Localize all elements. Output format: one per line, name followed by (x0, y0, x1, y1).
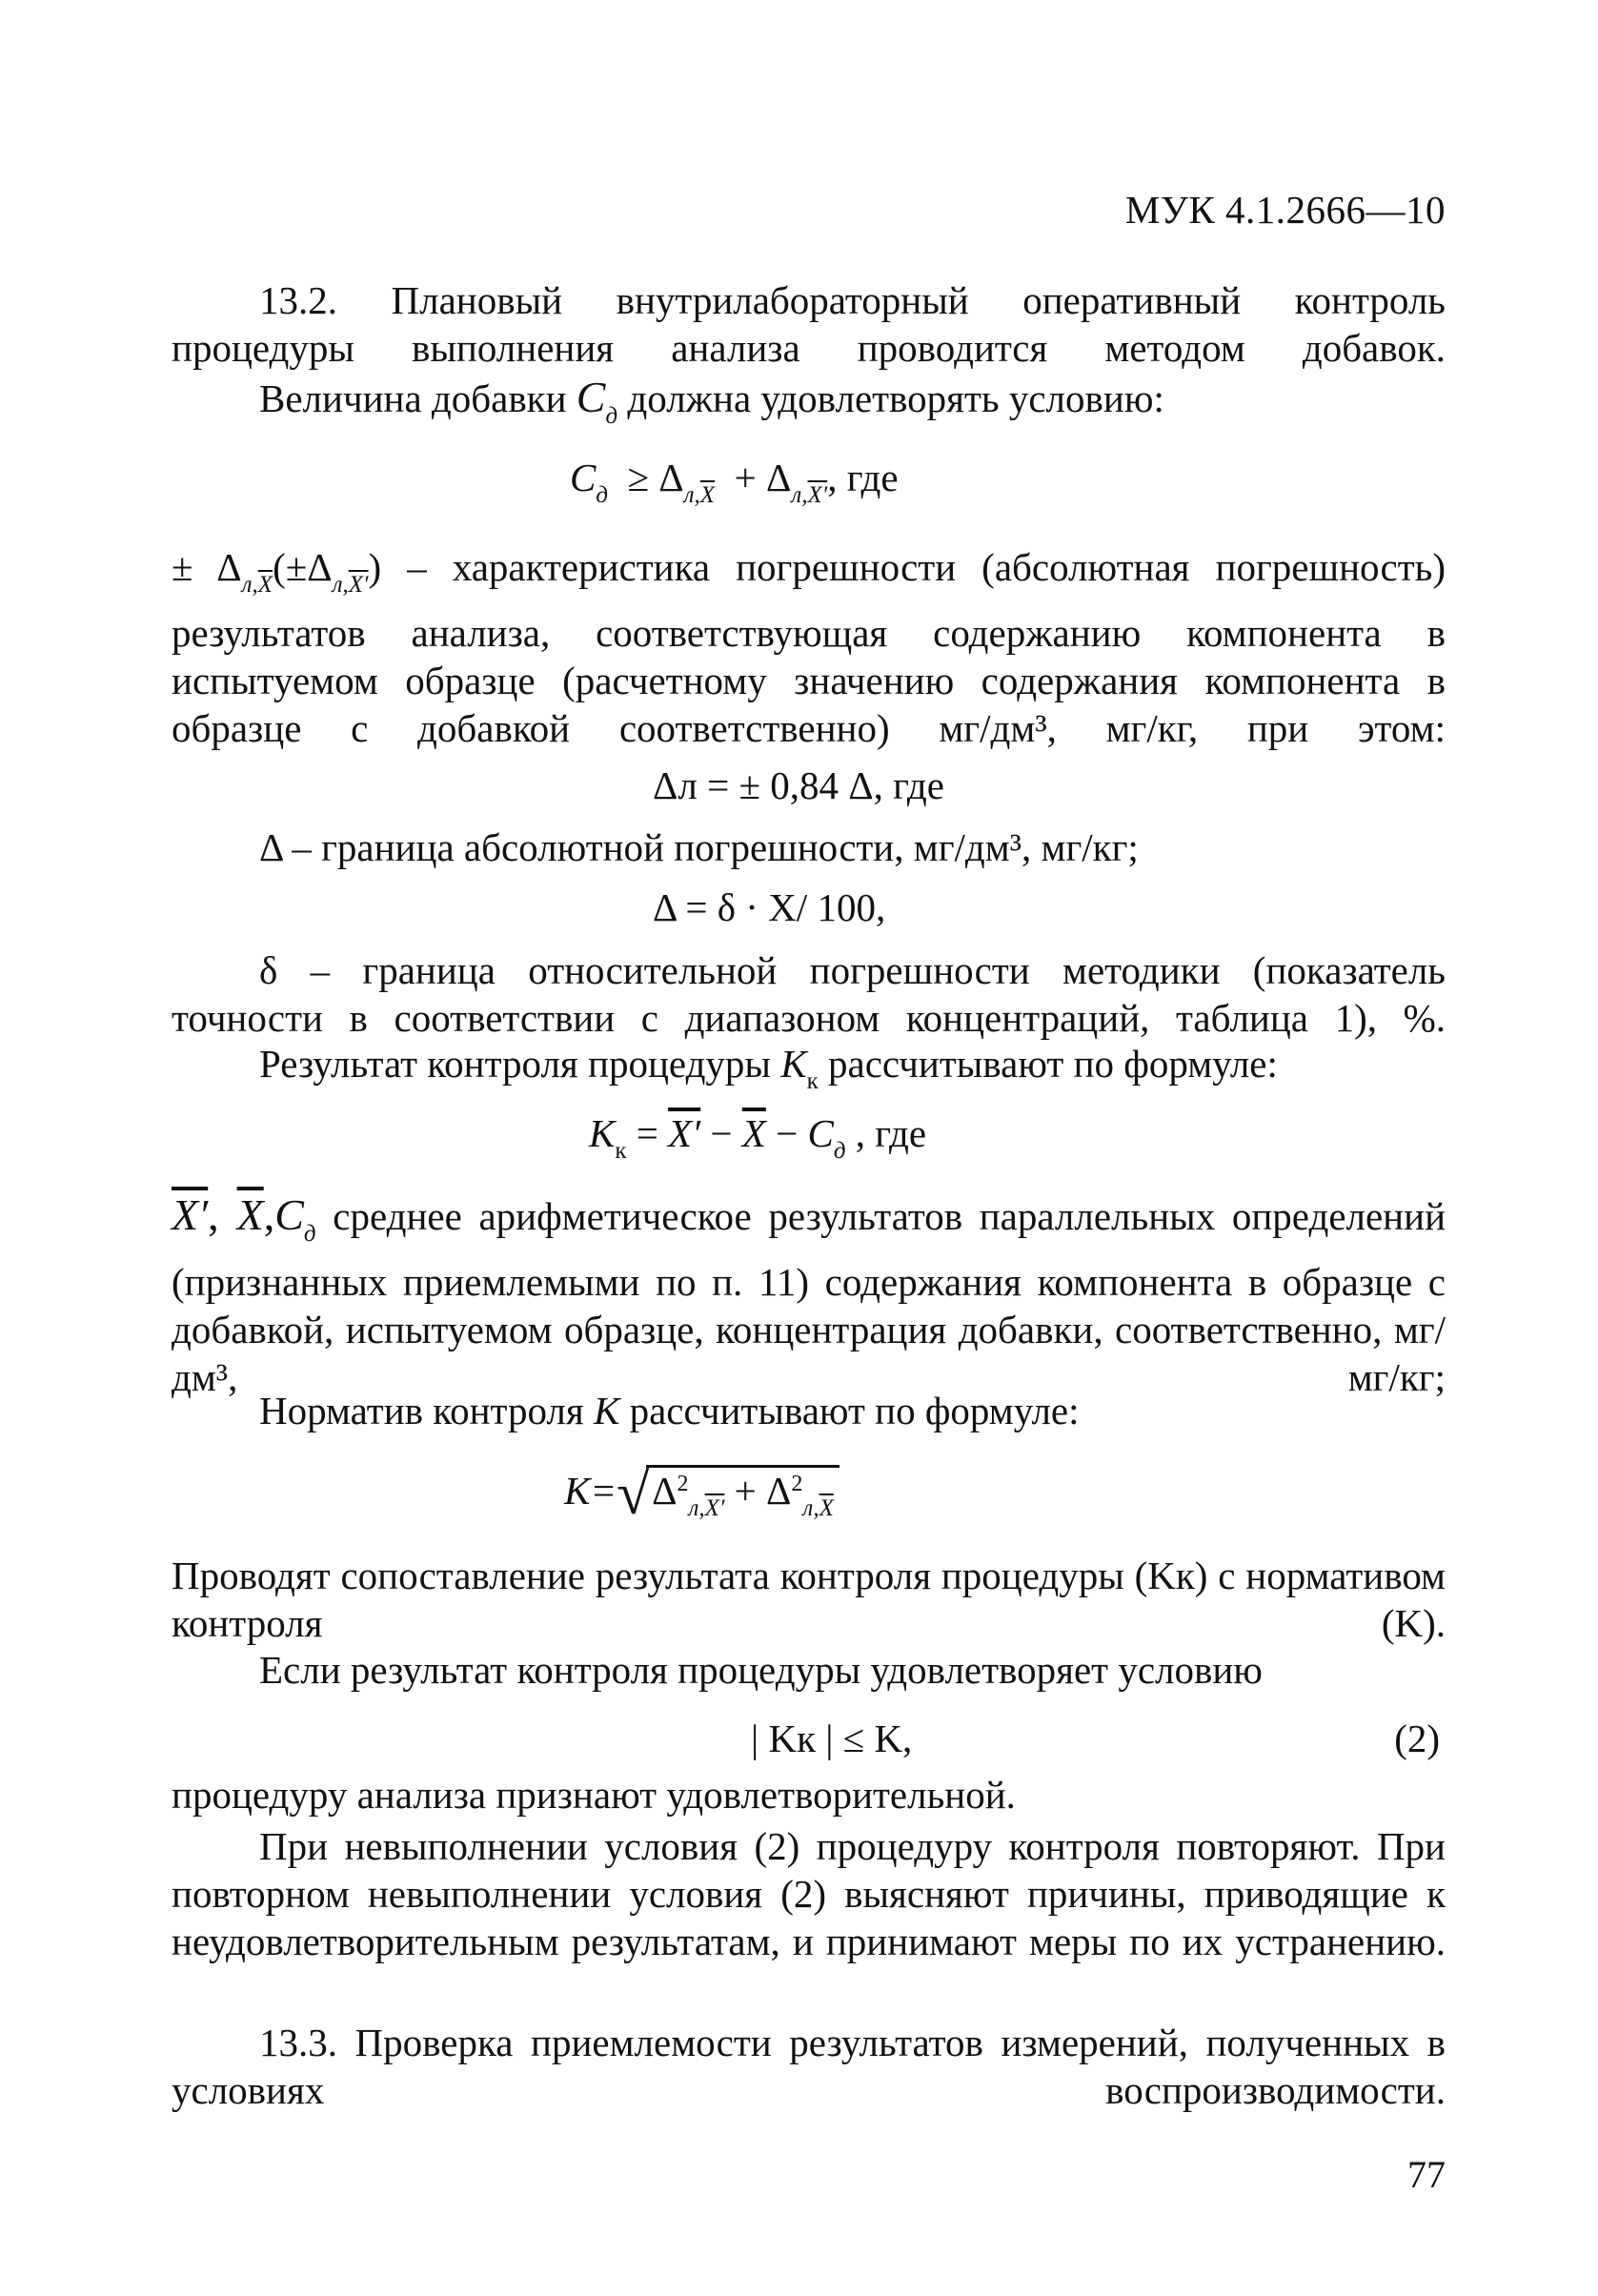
symbol-c: C (576, 373, 606, 421)
equation-where: , где (827, 456, 899, 499)
equation-where: , где (855, 1111, 927, 1155)
paragraph-13-3: 13.3. Проверка приемлемости результатов измерений, полученных в условиях воспроизводимости. (172, 2021, 1446, 2112)
symbol-k: K (780, 1042, 807, 1086)
paragraph-delta-definition: Δ – граница абсолютной погрешности, мг/дм³, мг/кг; (259, 825, 1139, 869)
equation-inline-means: X′, $\overline{X},C_д$ (172, 1190, 316, 1247)
paragraph-mean-definition (172, 1191, 1446, 1401)
symbol-subscript: к (806, 1068, 819, 1094)
paragraph-comparison: Проводят сопоставление результата контроля процедуры (Kк) с нормативом контроля (K). (172, 1554, 1446, 1645)
equation-label: K= (564, 1469, 617, 1513)
paragraph-13-2: 13.2. Плановый внутрилабораторный оперативный контроль процедуры выполнения анализа проводится методом добавок. (172, 278, 1446, 370)
paragraph-relative-error: δ – граница относительной погрешности методики (показатель точности в соответствии с диапазоном концентраций, таблица 1), %. (172, 948, 1446, 1040)
equation-delta-l: Δл = ± 0,84 Δ, где (653, 763, 944, 807)
paragraph-error-characteristic (172, 543, 1446, 752)
paragraph-addition-value (172, 374, 1446, 440)
paragraph-satisfactory: процедуру анализа признают удовлетворительной. (172, 1773, 1016, 1817)
equation-control-norm: $K=√\Delta^2_{л,X'} + \Delta^2_{л,\overline{X}}$ (564, 1458, 839, 1529)
paragraph-repeat: При невыполнении условия (2) процедуру контроля повторяют. При повторном невыполнении условия (2) выясняют причины, приводящие к неудовлетворительным результатам, и принимают меры по их устранению. (172, 1824, 1446, 1963)
paragraph-text: рассчитывают по формуле: (828, 1042, 1278, 1086)
symbol-subscript: д (605, 403, 618, 429)
paragraph-text: среднее арифметическое результатов параллельных определений (признанных приемлемыми по п. 11) содержания компонента в образце с добавкой, испытуемом образце, концентрация добавки, соответственно, мг/дм³, мг/кг; (172, 1194, 1446, 1399)
page-number: 77 (1407, 2153, 1446, 2196)
symbol-k: K (593, 1389, 620, 1432)
paragraph-control-norm (172, 1387, 1446, 1434)
paragraph-text: Норматив контроля (259, 1389, 584, 1432)
equation-condition: $C_д \ge \Delta_{л,\overline{X}} + \Delta_{л,X'}$, где (570, 456, 899, 508)
equation-condition-2: | Kк | ≤ K, (751, 1717, 913, 1760)
paragraph-text: – характеристика погрешности (абсолютная погрешность) результатов анализа, соответствующая содержанию компонента в испытуемом образце (расчетному значению содержания компонента в образце с добавкой соответственно) мг/дм³, мг/кг, при этом: (172, 545, 1446, 750)
equation-control-result: $K_к = X' - \overline{X} - C_д$ , где (589, 1111, 927, 1164)
equation-number: (2) (1394, 1717, 1440, 1760)
paragraph-text: рассчитывают по формуле: (629, 1389, 1080, 1432)
document-code-header: МУК 4.1.2666—10 (1124, 188, 1446, 232)
equation-delta: Δ = δ · X/ 100, (653, 885, 886, 929)
paragraph-control-result (172, 1040, 1446, 1106)
paragraph-text: Результат контроля процедуры (259, 1042, 771, 1086)
paragraph-condition-intro: Если результат контроля процедуры удовлетворяет условию (259, 1648, 1263, 1692)
paragraph-text: Величина добавки (259, 376, 567, 420)
paragraph-text: должна удовлетворять условию: (627, 376, 1164, 420)
equation-inline-error: ± $\Delta_{л,\overline{X}}(\pm\Delta_{л,X'})$ (172, 545, 382, 598)
